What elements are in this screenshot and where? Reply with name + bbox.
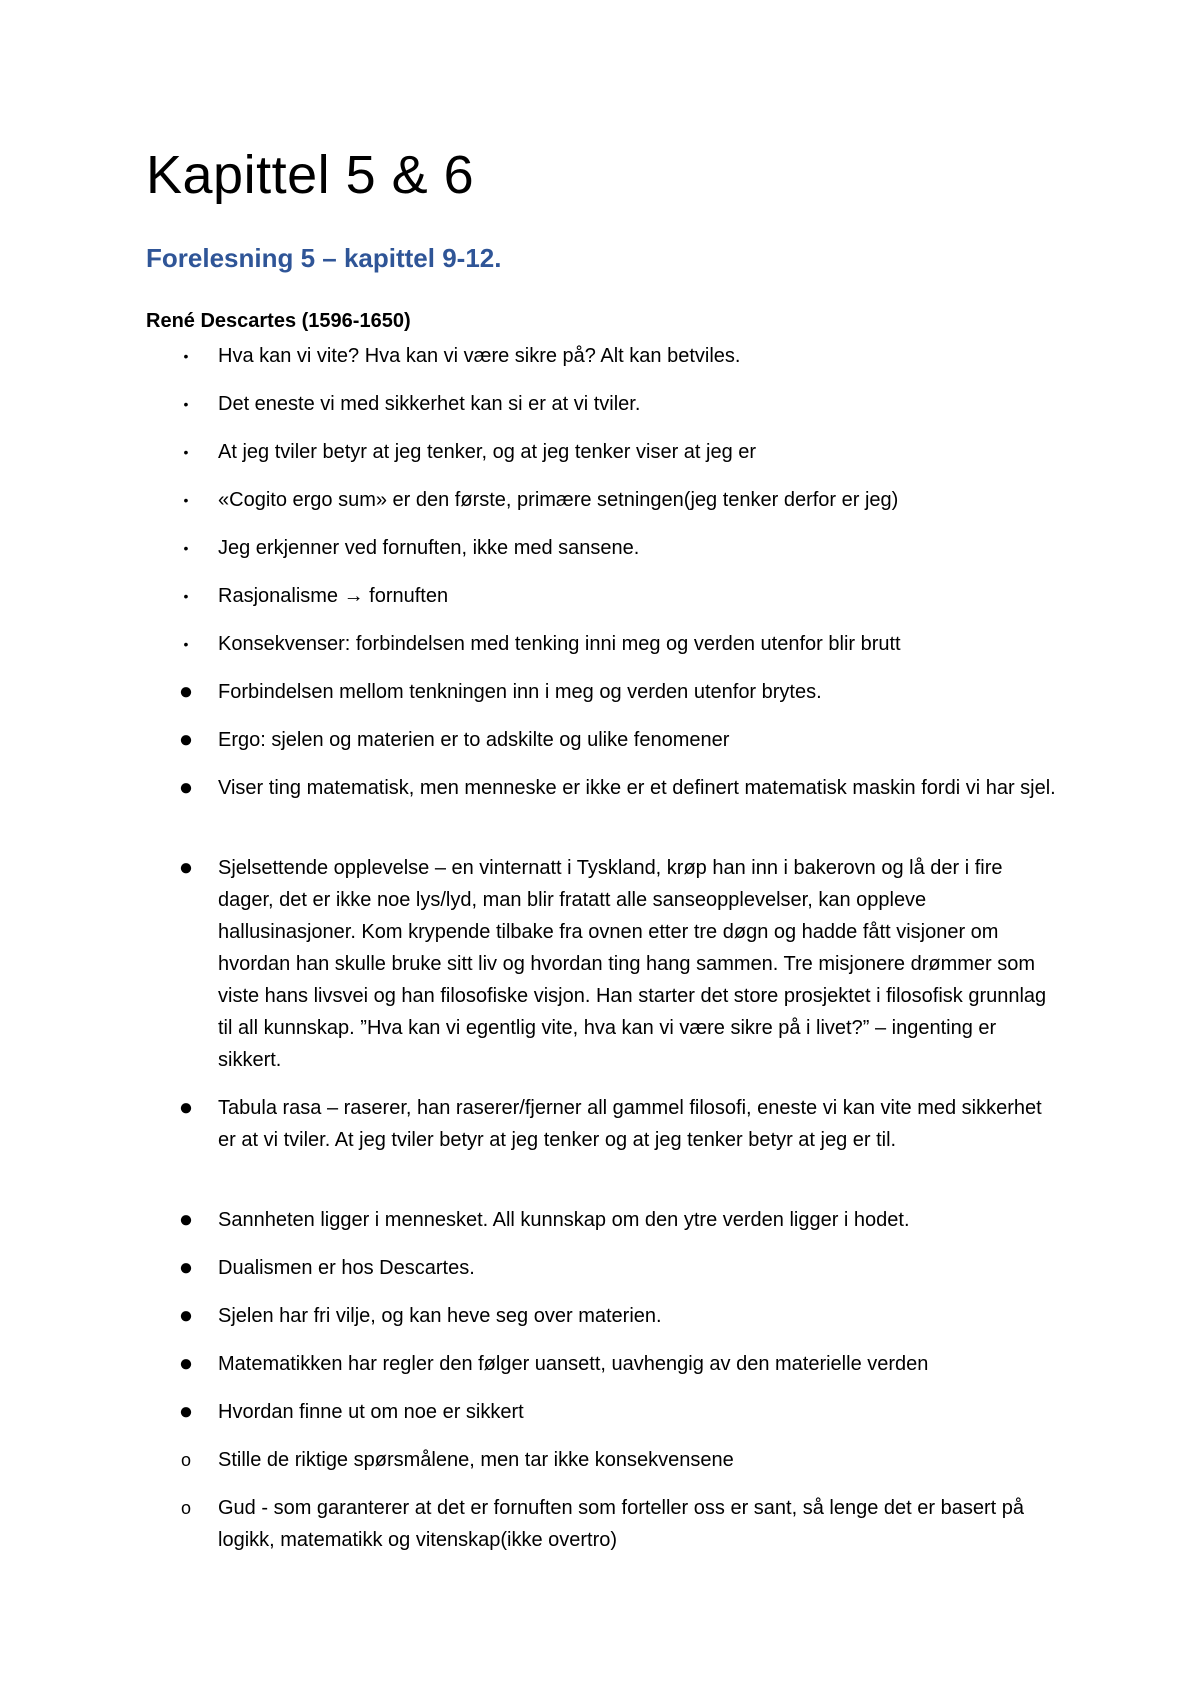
section-heading: René Descartes (1596-1650) [146, 310, 411, 332]
bullet-marker: ● [178, 726, 194, 753]
list-item-text: Sannheten ligger i mennesket. All kunnskap om den ytre verden ligger i hodet. [218, 1209, 910, 1231]
list-item-text: Viser ting matematisk, men menneske er ikke er et definert matematisk maskin fordi vi har sjel. [218, 777, 1056, 799]
bullet-marker: • [183, 636, 189, 652]
bullet-marker: • [183, 396, 189, 412]
bullet-marker: ● [178, 774, 194, 801]
bullet-marker: o [180, 1450, 191, 1470]
list-item-text: Konsekvenser: forbindelsen med tenking inni meg og verden utenfor blir brutt [218, 633, 901, 655]
list-item-text: Gud - som garanterer at det er fornuften som forteller oss er sant, så lenge det er basert på logikk, matematikk og vitenskap(ikke overtro) [218, 1497, 1024, 1551]
list-item-text: Sjelen har fri vilje, og kan heve seg over materien. [218, 1305, 662, 1327]
bullet-marker: • [183, 492, 189, 508]
list-item-text: Dualismen er hos Descartes. [218, 1257, 475, 1279]
list-item-text: Jeg erkjenner ved fornuften, ikke med sansene. [218, 537, 640, 559]
bullet-marker: ● [178, 1094, 194, 1121]
list-item-text: Det eneste vi med sikkerhet kan si er at vi tviler. [218, 393, 641, 415]
bullet-marker: • [183, 444, 189, 460]
bullet-marker: • [183, 588, 189, 604]
bullet-marker: ● [178, 1302, 194, 1329]
bullet-marker: ● [178, 1398, 194, 1425]
bullet-marker: ● [178, 678, 194, 705]
list-item-text: Tabula rasa – raserer, han raserer/fjerner all gammel filosofi, eneste vi kan vite med sikkerhet er at vi tviler. At jeg tviler betyr at jeg tenker og at jeg tenker betyr at jeg er til. [218, 1097, 1042, 1151]
bullet-marker: ● [178, 1350, 194, 1377]
bullet-marker: • [183, 540, 189, 556]
list-item-text: Sjelsettende opplevelse – en vinternatt i Tyskland, krøp han inn i bakerovn og lå der i fire dager, det er ikke noe lys/lyd, man blir fratatt alle sanseopplevelser, kan oppleve hallusinasjoner. Kom krypende tilbake fra ovnen etter tre døgn og hadde fått visjoner om hvordan han skulle bruke sitt liv og hvordan ting hang sammen. Tre misjonere drømmer som viste hans livsvei og han filosofiske visjon. Han starter det store prosjektet i filosofisk grunnlag til all kunnskap. ”Hva kan vi egentlig vite, hva kan vi være sikre på i livet?” – ingenting er sikkert. [218, 857, 1047, 1071]
bullet-marker: ● [178, 854, 194, 881]
list-item-text: At jeg tviler betyr at jeg tenker, og at jeg tenker viser at jeg er [218, 441, 757, 463]
list-item-text: Ergo: sjelen og materien er to adskilte og ulike fenomener [218, 729, 730, 751]
list-item-text: Forbindelsen mellom tenkningen inn i meg og verden utenfor brytes. [218, 681, 822, 703]
bullet-marker: ● [178, 1254, 194, 1281]
bullet-marker: o [180, 1498, 191, 1518]
list-item-text: Hva kan vi vite? Hva kan vi være sikre på? Alt kan betviles. [218, 345, 741, 367]
list-item-text: «Cogito ergo sum» er den første, primære setningen(jeg tenker derfor er jeg) [218, 489, 899, 511]
page-title: Kapittel 5 & 6 [146, 145, 475, 205]
lecture-subtitle: Forelesning 5 – kapittel 9-12. [146, 243, 502, 273]
list-item-text: Hvordan finne ut om noe er sikkert [218, 1401, 524, 1423]
list-item-text: Rasjonalisme → fornuften [218, 585, 449, 607]
bullet-marker: • [183, 348, 189, 364]
list-item-text: Matematikken har regler den følger uansett, uavhengig av den materielle verden [218, 1353, 929, 1375]
bullet-marker: ● [178, 1206, 194, 1233]
list-item-text: Stille de riktige spørsmålene, men tar ikke konsekvensene [218, 1449, 734, 1471]
